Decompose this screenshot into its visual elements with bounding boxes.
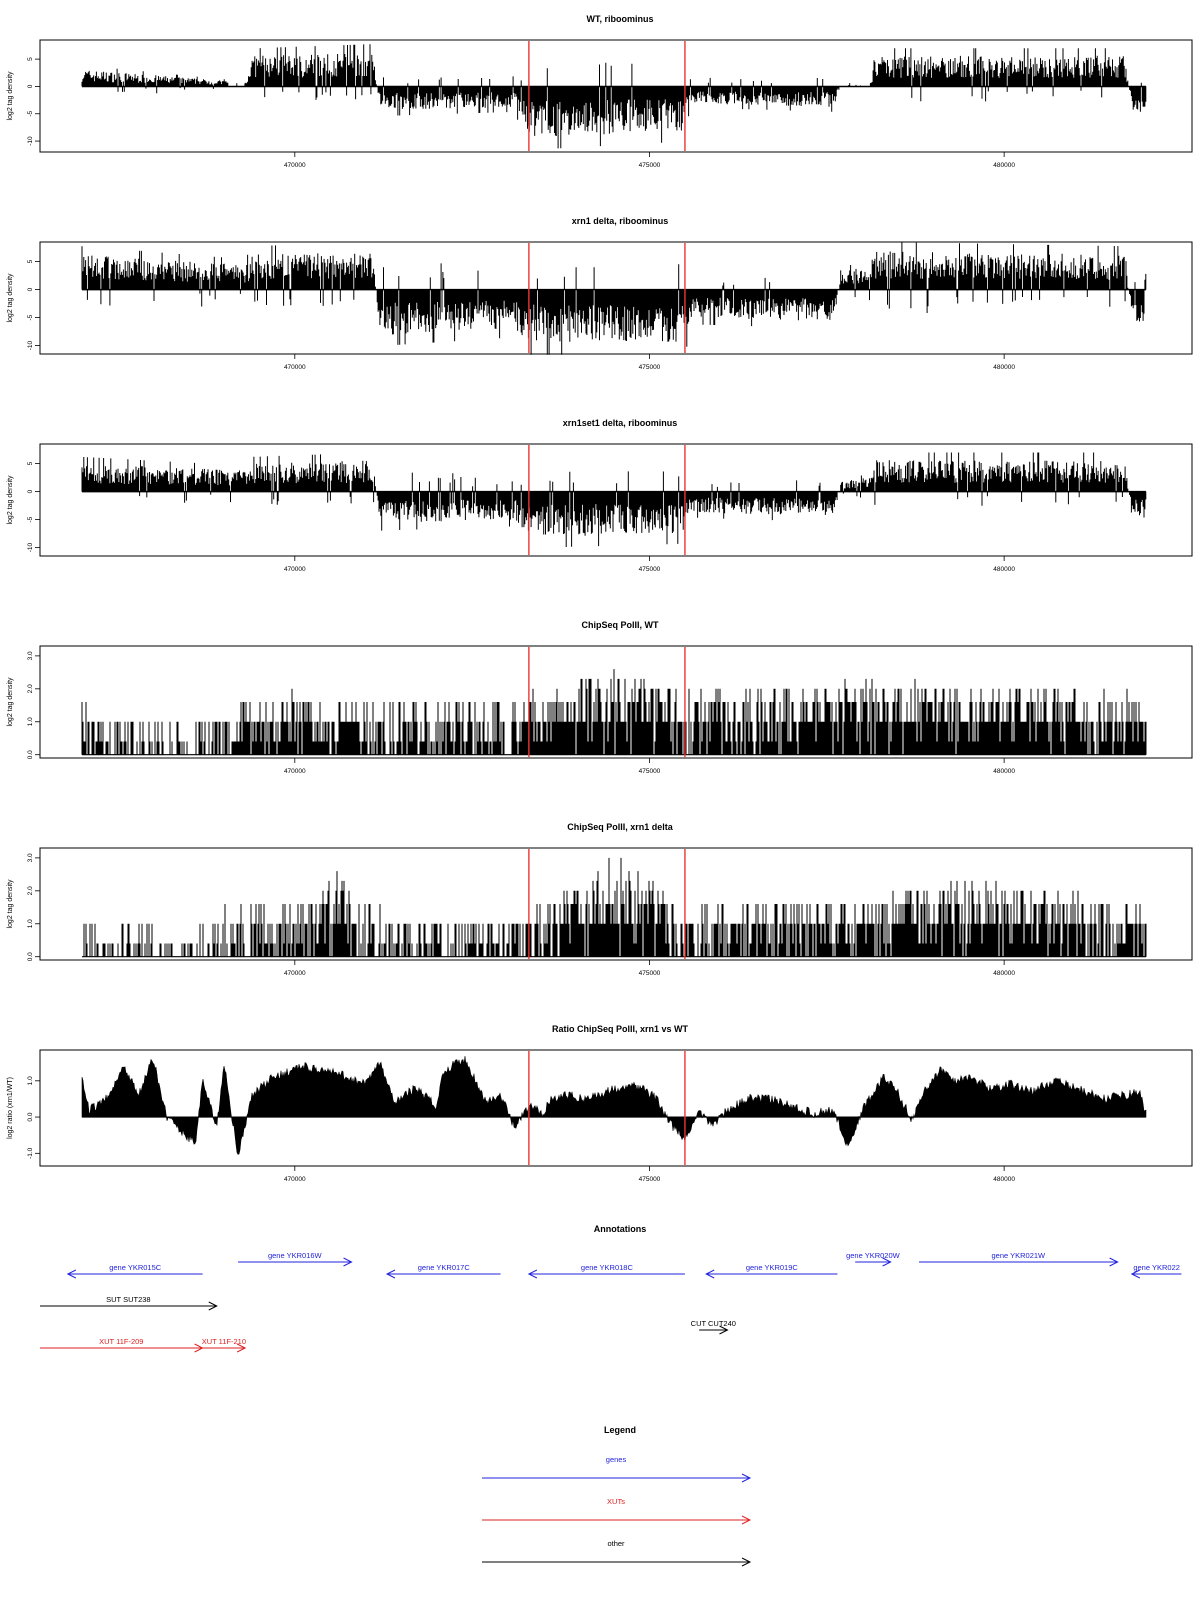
chart-panel-1 (7, 242, 1192, 371)
chart-panel-2 (7, 444, 1192, 573)
x-tick-label: 475000 (638, 364, 661, 371)
feature-label: gene YKR015C (109, 1263, 162, 1272)
annotation-feature (846, 1251, 901, 1266)
chart-title: xrn1set1 delta, riboominus (562, 418, 678, 428)
legend-title: Legend (603, 1425, 637, 1435)
annotation-feature (691, 1319, 736, 1334)
x-tick-label: 470000 (283, 566, 306, 573)
annotations-title: Annotations (593, 1224, 647, 1234)
y-tick-label: 5 (27, 259, 34, 264)
annotation-feature (706, 1263, 837, 1278)
x-tick-label: 470000 (283, 970, 306, 977)
legend-label: genes (605, 1455, 627, 1464)
y-axis-label: log2 tag density (7, 71, 14, 121)
x-tick-label: 470000 (283, 1176, 306, 1183)
y-tick-label: 2.0 (27, 886, 34, 896)
density-bars (84, 858, 1146, 957)
data-series (82, 44, 1146, 148)
legend (482, 1455, 750, 1566)
data-series (82, 242, 1146, 354)
x-tick-label: 475000 (638, 566, 661, 573)
annotation-feature (68, 1263, 203, 1278)
data-series (82, 858, 1146, 957)
y-tick-label: -10 (27, 542, 34, 553)
feature-label: CUT CUT240 (690, 1319, 736, 1328)
density-bars (82, 44, 1146, 148)
x-tick-label: 475000 (638, 768, 661, 775)
y-tick-label: 2.0 (27, 684, 34, 694)
x-tick-label: 475000 (638, 162, 661, 169)
y-tick-label: 3.0 (27, 853, 34, 863)
annotation-feature (40, 1295, 217, 1310)
legend-item (482, 1455, 750, 1482)
chart-title: xrn1 delta, riboominus (571, 216, 669, 226)
chart-panel-0 (7, 40, 1192, 169)
x-tick-label: 475000 (638, 1176, 661, 1183)
feature-label: gene YKR018C (580, 1263, 633, 1272)
annotation-feature (40, 1337, 203, 1352)
legend-item (482, 1539, 750, 1566)
y-tick-label: 1.0 (27, 919, 34, 929)
y-tick-label: 1.0 (27, 717, 34, 727)
legend-label: XUTs (607, 1497, 625, 1506)
chart-panel-4 (7, 848, 1192, 977)
chart-title: ChipSeq PolII, WT (581, 620, 659, 630)
feature-label: SUT SUT238 (106, 1295, 151, 1304)
legend-label: other (607, 1539, 625, 1548)
y-tick-label: 0 (27, 489, 34, 494)
chart-panel-3 (7, 646, 1192, 775)
y-tick-label: 0.0 (27, 1112, 34, 1122)
annotation-track (40, 1251, 1181, 1352)
data-series (82, 1056, 1146, 1154)
annotation-feature (919, 1251, 1118, 1266)
density-bars (82, 669, 1146, 755)
annotation-feature (202, 1337, 246, 1352)
y-tick-label: 5 (27, 461, 34, 466)
y-tick-label: 3.0 (27, 651, 34, 661)
x-tick-label: 470000 (283, 162, 306, 169)
y-tick-label: 0 (27, 84, 34, 89)
y-tick-label: -1.0 (27, 1147, 34, 1159)
y-axis-label: log2 ratio (xrn1/WT) (7, 1077, 14, 1139)
y-tick-label: 0.0 (27, 952, 34, 962)
y-tick-label: -5 (27, 516, 34, 523)
ratio-area (82, 1056, 1146, 1154)
x-tick-label: 470000 (283, 768, 306, 775)
data-series (82, 453, 1146, 548)
x-tick-label: 480000 (993, 162, 1015, 169)
chart-title: Ratio ChipSeq PolII, xrn1 vs WT (551, 1024, 689, 1034)
y-tick-label: 5 (27, 57, 34, 61)
annotation-feature (387, 1263, 500, 1278)
x-tick-label: 480000 (993, 970, 1015, 977)
y-tick-label: -5 (27, 314, 34, 321)
y-axis-label: log2 tag density (7, 677, 14, 727)
annotation-feature (1132, 1263, 1182, 1278)
feature-label: XUT 11F-210 (201, 1337, 247, 1346)
x-tick-label: 480000 (993, 364, 1015, 371)
feature-label: gene YKR016W (267, 1251, 322, 1260)
x-tick-label: 475000 (638, 970, 661, 977)
y-tick-label: -10 (27, 136, 34, 146)
legend-item (482, 1497, 750, 1524)
x-tick-label: 470000 (283, 364, 306, 371)
feature-label: XUT 11F-209 (99, 1337, 144, 1346)
x-tick-label: 480000 (993, 1176, 1015, 1183)
chart-title: ChipSeq PolII, xrn1 delta (567, 822, 673, 832)
annotation-feature (529, 1263, 685, 1278)
y-tick-label: -5 (27, 110, 34, 117)
feature-label: gene YKR022 (1133, 1263, 1180, 1272)
y-tick-label: 0.0 (27, 750, 34, 760)
density-bars (82, 242, 1146, 354)
y-tick-label: 0 (27, 287, 34, 292)
annotation-feature (238, 1251, 351, 1266)
y-tick-label: -10 (27, 340, 34, 351)
y-axis-label: log2 tag density (7, 879, 14, 929)
data-series (82, 669, 1146, 755)
feature-label: gene YKR020W (846, 1251, 900, 1260)
x-tick-label: 480000 (993, 768, 1015, 775)
y-axis-label: log2 tag density (7, 273, 14, 323)
y-axis-label: log2 tag density (7, 475, 14, 525)
density-bars (82, 453, 1146, 548)
feature-label: gene YKR021W (991, 1251, 1046, 1260)
chart-panel-5 (7, 1050, 1192, 1183)
x-tick-label: 480000 (993, 566, 1015, 573)
feature-label: gene YKR019C (745, 1263, 798, 1272)
feature-label: gene YKR017C (417, 1263, 470, 1272)
chart-title: WT, riboominus (586, 14, 654, 24)
y-tick-label: 1.0 (27, 1076, 34, 1086)
